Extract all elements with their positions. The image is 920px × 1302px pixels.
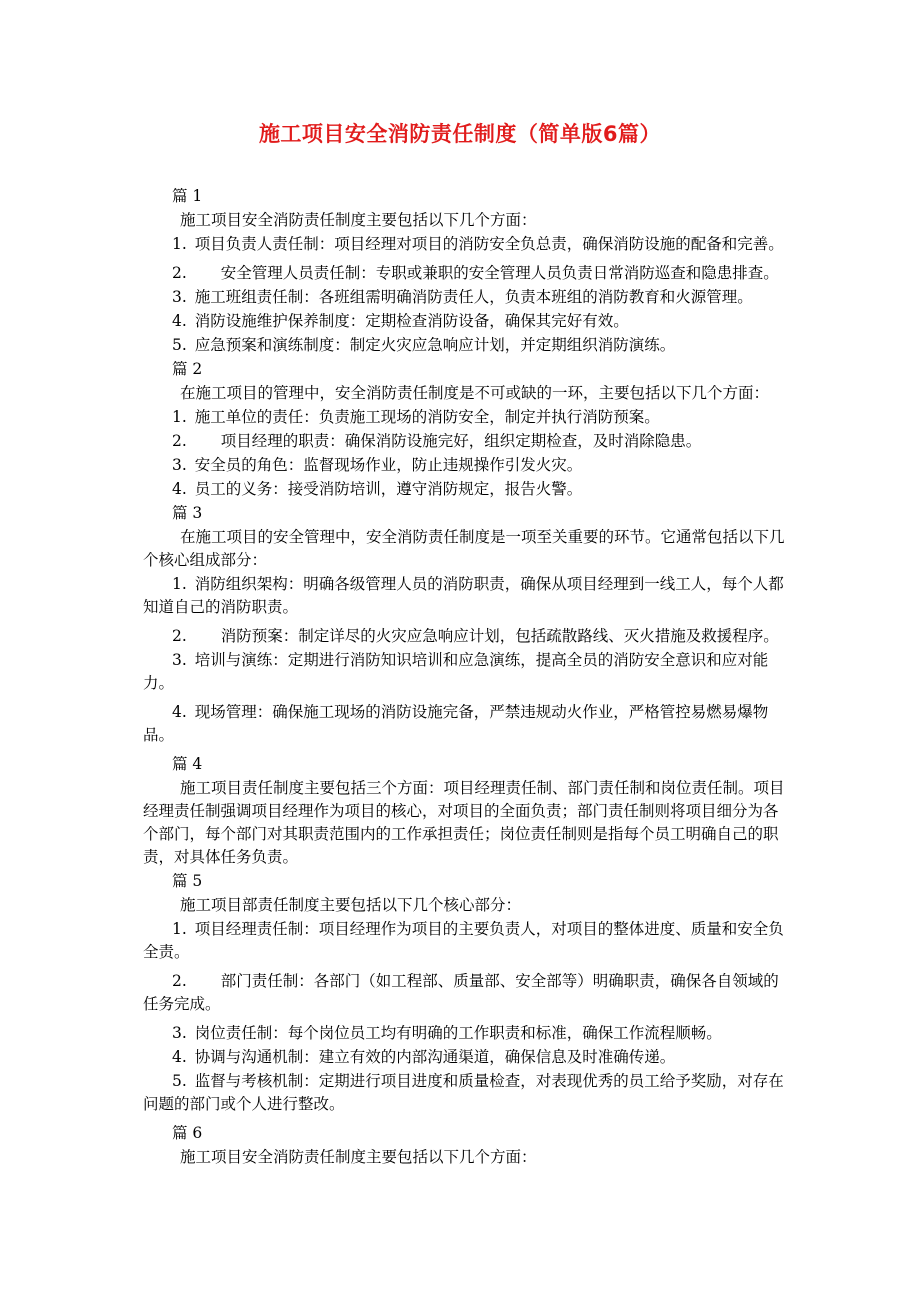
list-item: [143, 918, 787, 964]
item-text: 项目负责人责任制：项目经理对项目的消防安全负总责，确保消防设施的配备和完善。: [194, 235, 784, 253]
item-number: 1.: [172, 408, 187, 426]
item-number: 5.: [172, 336, 187, 354]
section-label: 篇 2: [172, 360, 203, 378]
list-item: [143, 262, 787, 285]
section-4: [143, 753, 787, 869]
item-number: 1.: [172, 575, 187, 593]
list-item: [143, 286, 787, 309]
section-intro: 施工项目责任制度主要包括三个方面：项目经理责任制、部门责任制和岗位责任制。项目经理责任制强调项目经理作为项目的核心，对项目的全面负责；部门责任制则将项目细分为各个部门，每个部门对其职责范围内的工作承担责任；岗位责任制则是指每个员工明确自己的职责，对具体任务负责。: [143, 779, 785, 866]
item-text: 安全管理人员责任制：专职或兼职的安全管理人员负责日常消防巡查和隐患排查。: [220, 264, 779, 282]
item-number: 2.: [172, 627, 187, 645]
list-item: [143, 1046, 787, 1069]
list-item: [143, 334, 787, 357]
item-text: 项目经理责任制：项目经理作为项目的主要负责人，对项目的整体进度、质量和安全负全责。: [143, 920, 784, 961]
item-text: 安全员的角色：监督现场作业，防止违规操作引发火灾。: [194, 456, 583, 474]
item-text: 消防组织架构：明确各级管理人员的消防职责，确保从项目经理到一线工人，每个人都知道自己的消防职责。: [143, 575, 784, 616]
section-intro: 施工项目安全消防责任制度主要包括以下几个方面：: [180, 1148, 537, 1166]
list-item: [143, 406, 787, 429]
section-5: [143, 870, 787, 1116]
item-number: 3.: [172, 651, 187, 669]
item-text: 培训与演练：定期进行消防知识培训和应急演练，提高全员的消防安全意识和应对能力。: [143, 651, 769, 692]
section-label: 篇 4: [172, 755, 203, 773]
section-label: 篇 5: [172, 872, 203, 890]
item-text: 现场管理：确保施工现场的消防设施完备，严禁违规动火作业，严格管控易燃易爆物品。: [143, 703, 769, 744]
section-1: [143, 185, 787, 357]
document-body: [143, 184, 787, 1169]
item-number: 3.: [172, 456, 187, 474]
item-text: 员工的义务：接受消防培训，遵守消防规定，报告火警。: [194, 480, 583, 498]
document-title: 施工项目安全消防责任制度（简单版6篇）: [258, 122, 662, 146]
section-label: 篇 3: [172, 504, 203, 522]
list-item: [143, 970, 787, 1016]
item-number: 4.: [172, 703, 187, 721]
item-text: 应急预案和演练制度：制定火灾应急响应计划，并定期组织消防演练。: [194, 336, 676, 354]
section-intro: 在施工项目的管理中，安全消防责任制度是不可或缺的一环，主要包括以下几个方面：: [180, 384, 770, 402]
item-number: 2.: [172, 264, 187, 282]
list-item: [143, 454, 787, 477]
list-item: [143, 310, 787, 333]
item-text: 消防预案：制定详尽的火灾应急响应计划，包括疏散路线、灭火措施及救援程序。: [220, 627, 779, 645]
section-2: [143, 358, 787, 501]
list-item: [143, 1070, 787, 1116]
item-number: 2.: [172, 432, 187, 450]
item-number: 3.: [172, 288, 187, 306]
list-item: [143, 233, 787, 256]
section-3: [143, 502, 787, 747]
item-text: 施工班组责任制：各班组需明确消防责任人，负责本班组的消防教育和火源管理。: [194, 288, 753, 306]
item-number: 2.: [172, 972, 187, 990]
item-text: 岗位责任制：每个岗位员工均有明确的工作职责和标准，确保工作流程顺畅。: [194, 1024, 722, 1042]
section-label: 篇 6: [172, 1124, 203, 1142]
item-number: 1.: [172, 920, 187, 938]
list-item: [143, 1022, 787, 1045]
section-label: 篇 1: [172, 187, 203, 205]
item-text: 施工单位的责任：负责施工现场的消防安全，制定并执行消防预案。: [194, 408, 660, 426]
item-number: 4.: [172, 1048, 187, 1066]
item-number: 1.: [172, 235, 187, 253]
list-item: [143, 649, 787, 695]
section-intro: 施工项目部责任制度主要包括以下几个核心部分：: [180, 896, 522, 914]
section-6: [143, 1122, 787, 1169]
item-number: 3.: [172, 1024, 187, 1042]
item-text: 协调与沟通机制：建立有效的内部沟通渠道，确保信息及时准确传递。: [194, 1048, 676, 1066]
item-number: 4.: [172, 312, 187, 330]
item-text: 项目经理的职责：确保消防设施完好，组织定期检查，及时消除隐患。: [220, 432, 702, 450]
list-item: [143, 478, 787, 501]
item-text: 消防设施维护保养制度：定期检查消防设备，确保其完好有效。: [194, 312, 629, 330]
list-item: [143, 573, 787, 619]
list-item: [143, 430, 787, 453]
section-intro: 施工项目安全消防责任制度主要包括以下几个方面：: [180, 211, 537, 229]
item-number: 4.: [172, 480, 187, 498]
list-item: [143, 701, 787, 747]
item-number: 5.: [172, 1072, 187, 1090]
section-intro: 在施工项目的安全管理中，安全消防责任制度是一项至关重要的环节。它通常包括以下几个核心组成部分：: [143, 528, 785, 569]
list-item: [143, 625, 787, 648]
item-text: 监督与考核机制：定期进行项目进度和质量检查，对表现优秀的员工给予奖励，对存在问题的部门或个人进行整改。: [143, 1072, 784, 1113]
item-text: 部门责任制：各部门（如工程部、质量部、安全部等）明确职责，确保各自领域的任务完成。: [143, 972, 779, 1013]
